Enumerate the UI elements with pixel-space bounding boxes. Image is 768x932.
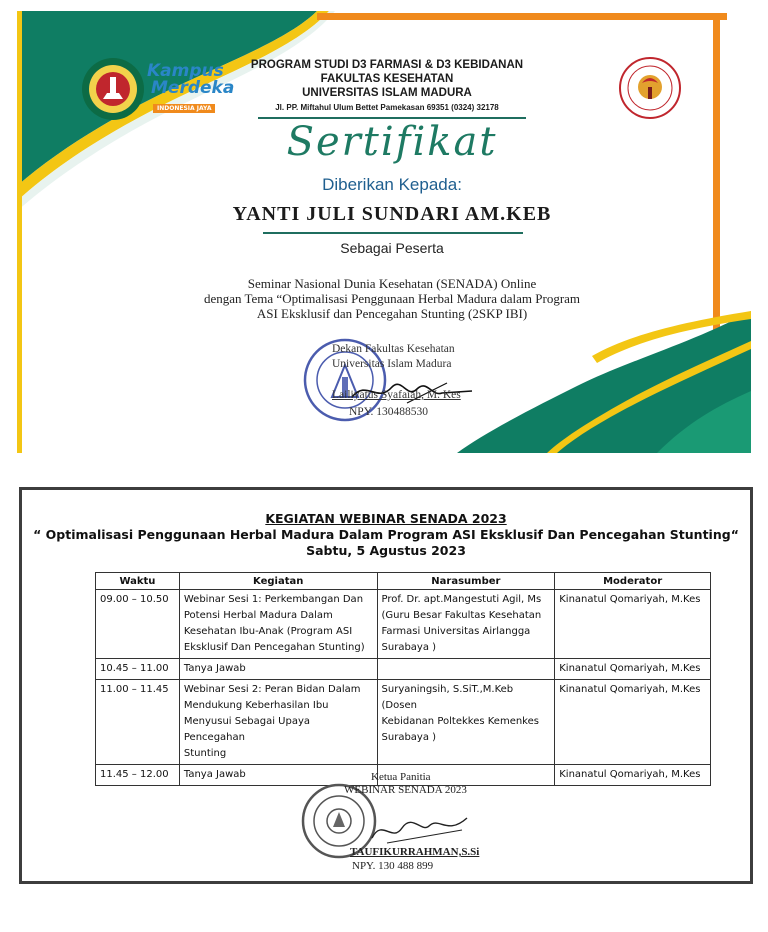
speaker-cell	[377, 590, 555, 659]
table-row	[96, 659, 711, 680]
event-description	[177, 276, 607, 321]
activity-line: Menyusui Sebagai Upaya Pencegahan	[183, 716, 311, 743]
committee-chair-id: NPY. 130 488 899	[352, 860, 434, 872]
column-header: Kegiatan	[179, 573, 377, 590]
name-divider	[263, 232, 523, 234]
participant-role: Sebagai Peserta	[340, 240, 444, 256]
indonesia-jaya-text: INDONESIA JAYA	[153, 104, 215, 113]
speaker-line: Suryaningsih, S.SiT.,M.Keb (Dosen	[381, 684, 514, 711]
column-header: Moderator	[555, 573, 711, 590]
speaker-line: Prof. Dr. apt.Mangestuti Agil, Ms	[381, 594, 542, 605]
activity-cell	[179, 590, 377, 659]
committee-role-2: WEBINAR SENADA 2023	[344, 784, 467, 796]
signer-name: Lailiyatus Syafaiah, M. Kes	[332, 389, 461, 401]
signer-id: NPY. 130488530	[349, 406, 429, 418]
speaker-line: Surabaya )	[381, 732, 437, 743]
header-address: Jl. PP. Miftahul Ulum Bettet Pamekasan 69351 (0324) 32178	[275, 103, 499, 112]
activity-cell: Tanya Jawab	[179, 765, 377, 786]
description-line-3: ASI Eksklusif dan Pencegahan Stunting (2SKP IBI)	[256, 306, 528, 321]
ibi-seal-logo	[619, 57, 681, 119]
description-line-1: Seminar Nasional Dunia Kesehatan (SENADA) Online	[247, 276, 537, 291]
speaker-cell	[377, 659, 555, 680]
moderator-cell: Kinanatul Qomariyah, M.Kes	[555, 590, 711, 659]
signer-position-2: Universitas Islam Madura	[332, 358, 452, 370]
activity-cell	[179, 680, 377, 765]
signer-position-1: Dekan Fakultas Kesehatan	[332, 343, 455, 355]
column-header: Narasumber	[377, 573, 555, 590]
given-to-label: Diberikan Kepada:	[322, 175, 462, 194]
description-line-2: dengan Tema “Optimalisasi Penggunaan Herbal Madura dalam Program	[203, 291, 581, 306]
committee-signature	[367, 808, 477, 848]
speaker-line: Farmasi Universitas Airlangga	[381, 626, 531, 637]
header-university: UNIVERSITAS ISLAM MADURA	[302, 87, 472, 99]
table-row	[96, 590, 711, 659]
activity-cell: Tanya Jawab	[179, 659, 377, 680]
certificate	[17, 11, 751, 453]
speaker-cell	[377, 680, 555, 765]
recipient-name: YANTI JULI SUNDARI AM.KEB	[232, 203, 552, 225]
moderator-cell: Kinanatul Qomariyah, M.Kes	[555, 765, 711, 786]
column-header: Waktu	[96, 573, 180, 590]
university-seal-logo	[81, 57, 145, 121]
merdeka-text: Merdeka	[151, 78, 235, 98]
time-cell: 11.45 – 12.00	[96, 765, 180, 786]
time-cell: 09.00 – 10.50	[96, 590, 180, 659]
agenda-page	[19, 487, 753, 884]
activity-line: Kesehatan Ibu-Anak (Program ASI	[183, 626, 353, 637]
moderator-cell: Kinanatul Qomariyah, M.Kes	[555, 680, 711, 765]
speaker-line: Kebidanan Poltekkes Kemenkes	[381, 716, 539, 727]
activity-line: Eksklusif Dan Pencegahan Stunting)	[183, 642, 365, 653]
time-cell: 11.00 – 11.45	[96, 680, 180, 765]
header-faculty: FAKULTAS KESEHATAN	[320, 73, 454, 85]
agenda-theme: “ Optimalisasi Penggunaan Herbal Madura Dalam Program ASI Eksklusif Dan Pencegahan Stunting“	[33, 527, 739, 542]
activity-line: Stunting	[183, 748, 227, 759]
table-header-row	[96, 573, 711, 590]
agenda-title: KEGIATAN WEBINAR SENADA 2023	[265, 511, 507, 526]
committee-role-1: Ketua Panitia	[371, 771, 431, 783]
certificate-title: Sertifikat	[286, 119, 498, 165]
time-cell: 10.45 – 11.00	[96, 659, 180, 680]
kampus-text: Kampus	[147, 61, 224, 81]
agenda-date: Sabtu, 5 Agustus 2023	[306, 543, 466, 558]
activity-line: Mendukung Keberhasilan Ibu	[183, 700, 329, 711]
table-row	[96, 680, 711, 765]
header-program: PROGRAM STUDI D3 FARMASI & D3 KEBIDANAN	[250, 59, 524, 71]
speaker-line: Surabaya )	[381, 642, 437, 653]
activity-line: Webinar Sesi 1: Perkembangan Dan	[183, 594, 364, 605]
committee-chair-name: TAUFIKURRAHMAN,S.Si	[350, 846, 480, 858]
moderator-cell: Kinanatul Qomariyah, M.Kes	[555, 659, 711, 680]
activity-line: Webinar Sesi 2: Peran Bidan Dalam	[183, 684, 361, 695]
speaker-line: (Guru Besar Fakultas Kesehatan	[381, 610, 542, 621]
activity-line: Potensi Herbal Madura Dalam	[183, 610, 333, 621]
schedule-table	[95, 572, 711, 786]
